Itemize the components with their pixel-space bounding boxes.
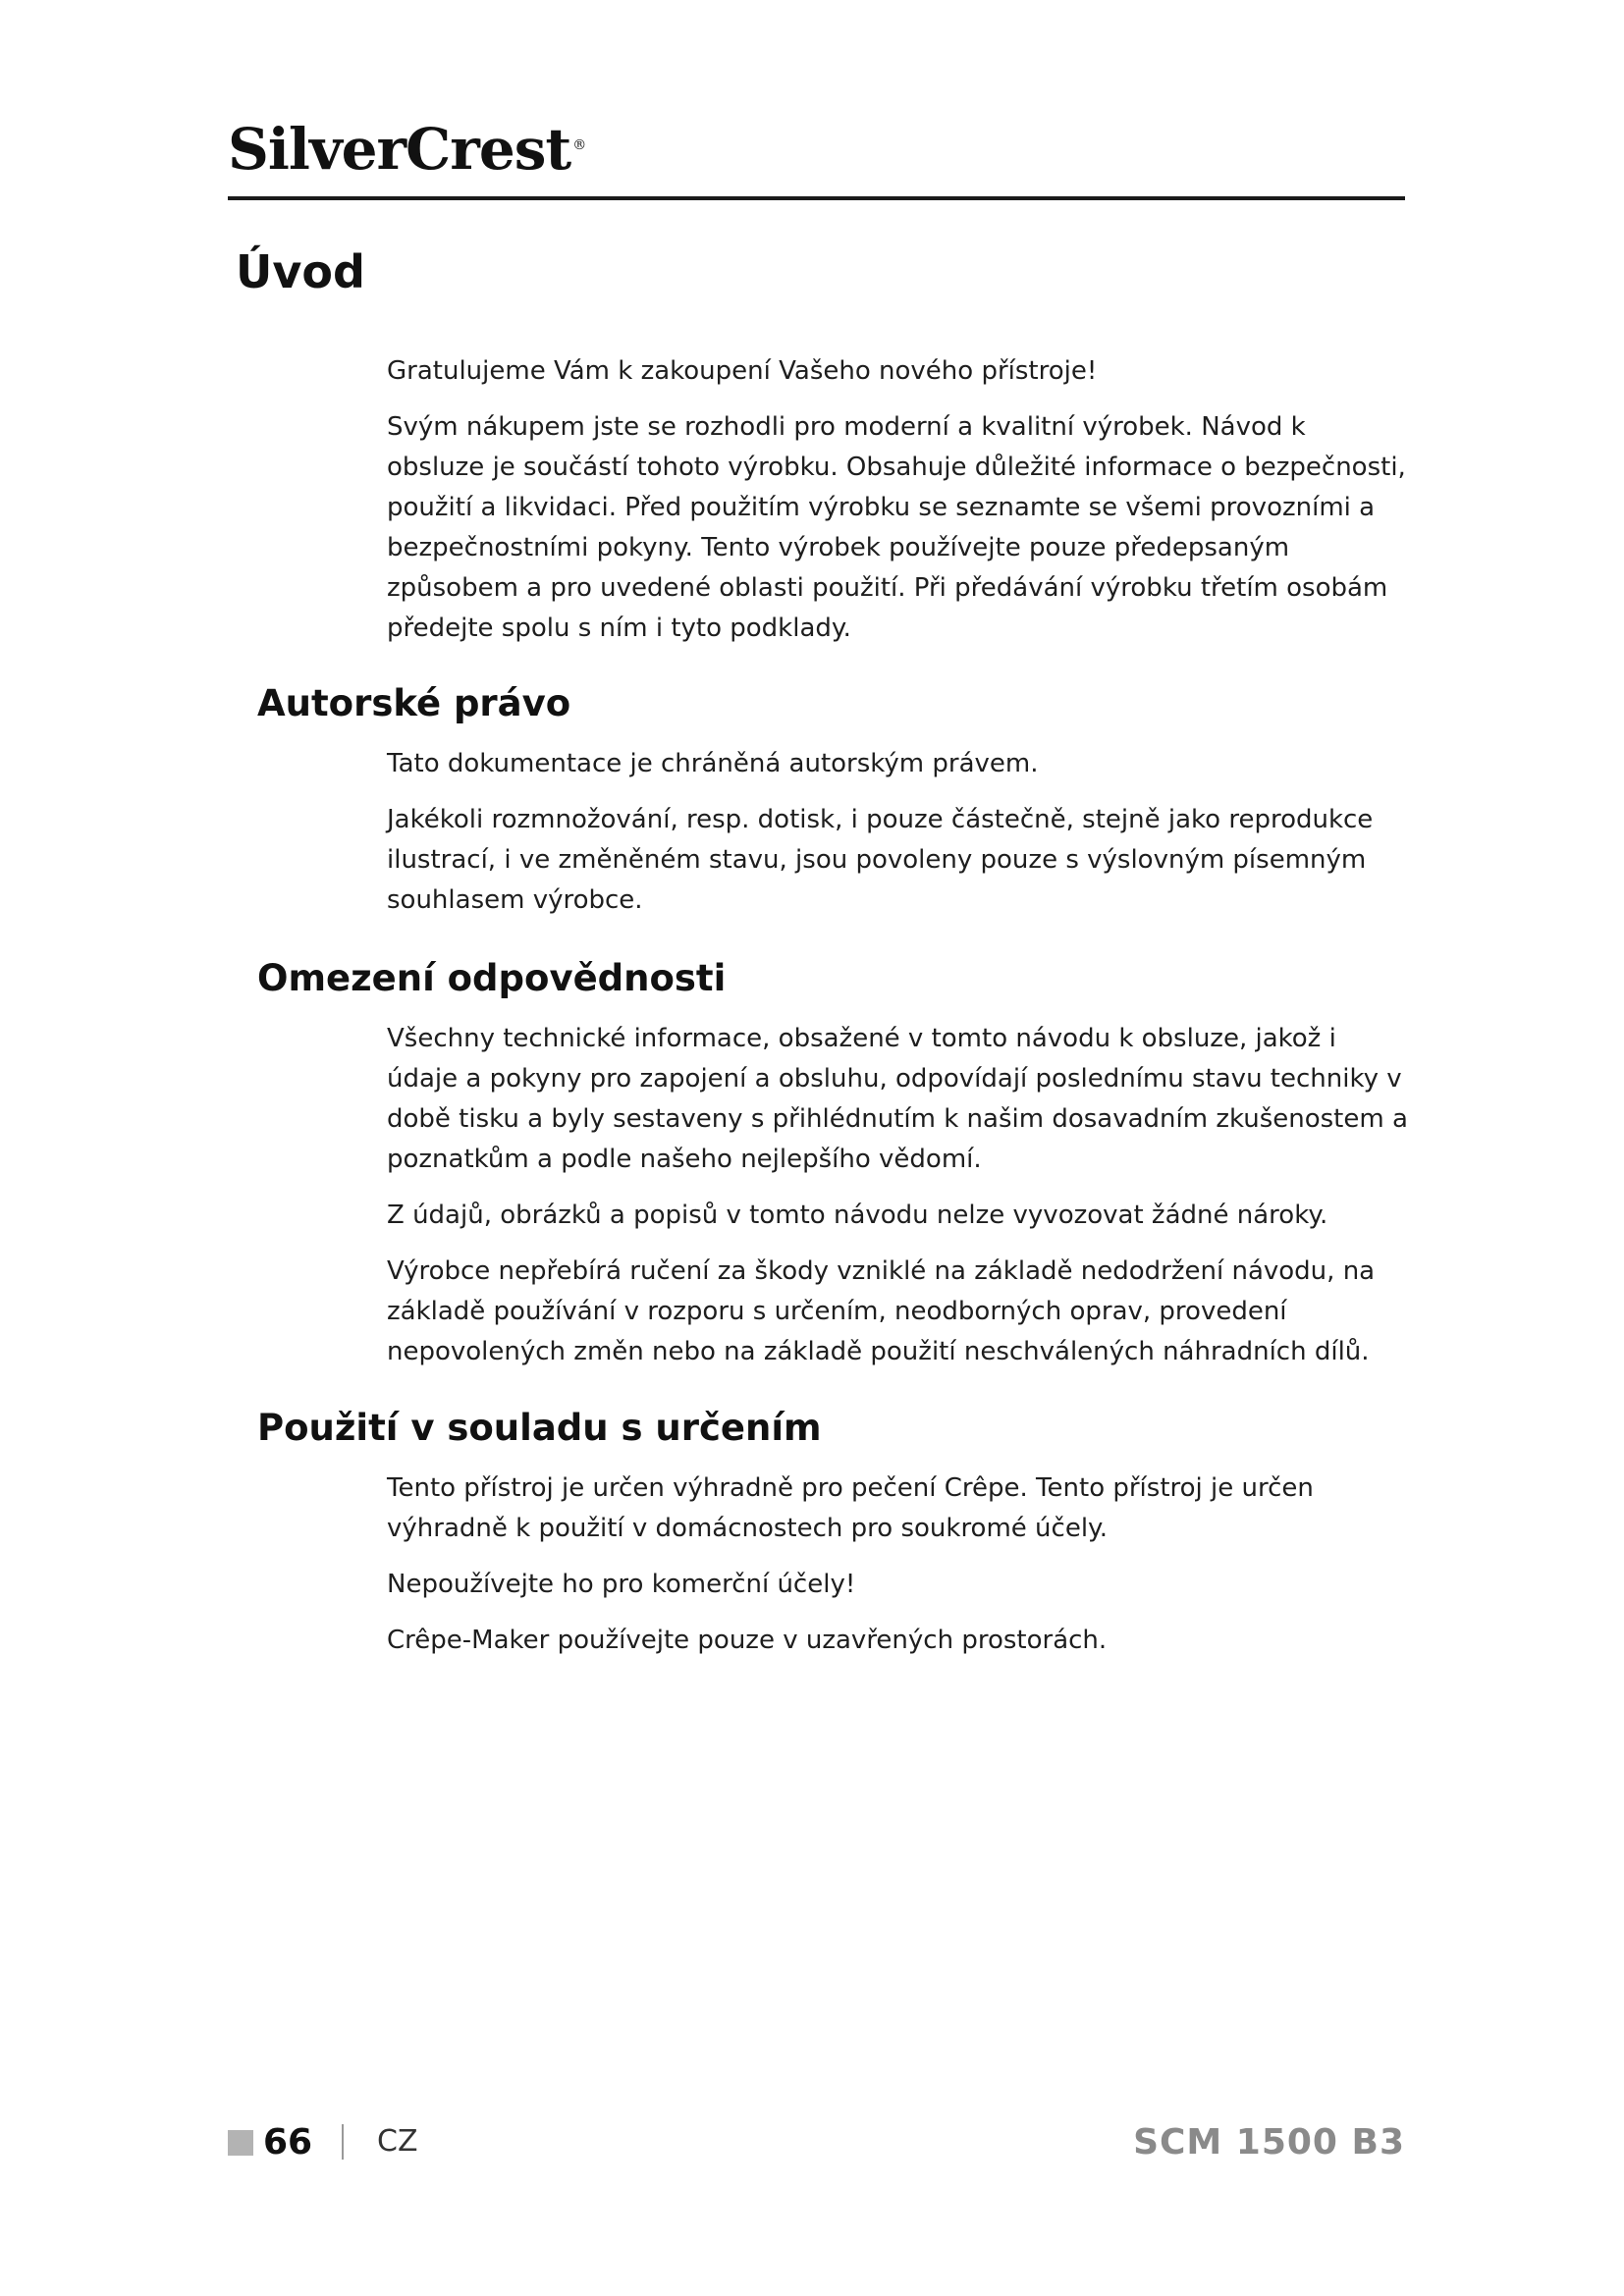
registered-mark: ® (572, 136, 586, 153)
section-paragraph: Tento přístroj je určen výhradně pro pečení Crêpe. Tento přístroj je určen výhradně k použití v domácnostech pro soukromé účely. (387, 1473, 1314, 1543)
page-title: Úvod (236, 245, 365, 298)
header-rule (228, 196, 1405, 200)
section-heading: Použití v souladu s určením (257, 1407, 822, 1449)
language-code: CZ (377, 2124, 418, 2159)
footer-square-icon (228, 2130, 253, 2156)
section-paragraph: Tato dokumentace je chráněná autorským právem. (387, 749, 1039, 778)
section-intended-use (257, 1406, 1408, 1677)
page-number: 66 (263, 2122, 313, 2163)
brand-logo (228, 116, 585, 183)
intro-paragraph-2: Svým nákupem jste se rozhodli pro moderní a kvalitní výrobek. Návod k obsluze je součástí tohoto výrobku. Obsahuje důležité informace o bezpečnosti, použití a likvidaci. Před použitím výrobku se seznamte se všemi provozními a bezpečnostními pokyny. Tento výrobek používejte pouze předepsaným způsobem a pro uvedené oblasti použití. Při předávání výrobku třetím osobám předejte spolu s ním i tyto podklady. (387, 412, 1406, 643)
section-paragraph: Nepoužívejte ho pro komerční účely! (387, 1570, 856, 1599)
section-paragraph: Všechny technické informace, obsažené v tomto návodu k obsluze, jakož i údaje a pokyny pro zapojení a obsluhu, odpovídají poslednímu stavu techniky v době tisku a byly sestaveny s přihlédnutím k našim dosavadním zkušenostem a poznatkům a podle našeho nejlepšího vědomí. (387, 1024, 1408, 1174)
section-paragraph: Výrobce nepřebírá ručení za škody vzniklé na základě nedodržení návodu, na základě používání v rozporu s určením, neodborných oprav, provedení nepovolených změn nebo na základě použití neschválených náhradních dílů. (387, 1256, 1376, 1366)
brand-logo-text: SilverCrest (228, 116, 571, 183)
intro-block (387, 351, 1408, 665)
section-liability (257, 956, 1408, 1388)
model-number: SCM 1500 B3 (1133, 2122, 1405, 2163)
page-footer (228, 2120, 1405, 2169)
footer-divider (342, 2124, 344, 2160)
section-paragraph: Jakékoli rozmnožování, resp. dotisk, i pouze částečně, stejně jako reprodukce ilustrací, i ve změněném stavu, jsou povoleny pouze s výslovným písemným souhlasem výrobce. (387, 805, 1374, 915)
section-copyright (257, 681, 1408, 936)
intro-paragraph-1: Gratulujeme Vám k zakoupení Vašeho nového přístroje! (387, 356, 1098, 386)
section-paragraph: Z údajů, obrázků a popisů v tomto návodu nelze vyvozovat žádné nároky. (387, 1201, 1328, 1230)
section-heading: Autorské právo (257, 682, 571, 724)
section-heading: Omezení odpovědnosti (257, 957, 727, 999)
section-paragraph: Crêpe-Maker používejte pouze v uzavřených prostorách. (387, 1626, 1108, 1655)
